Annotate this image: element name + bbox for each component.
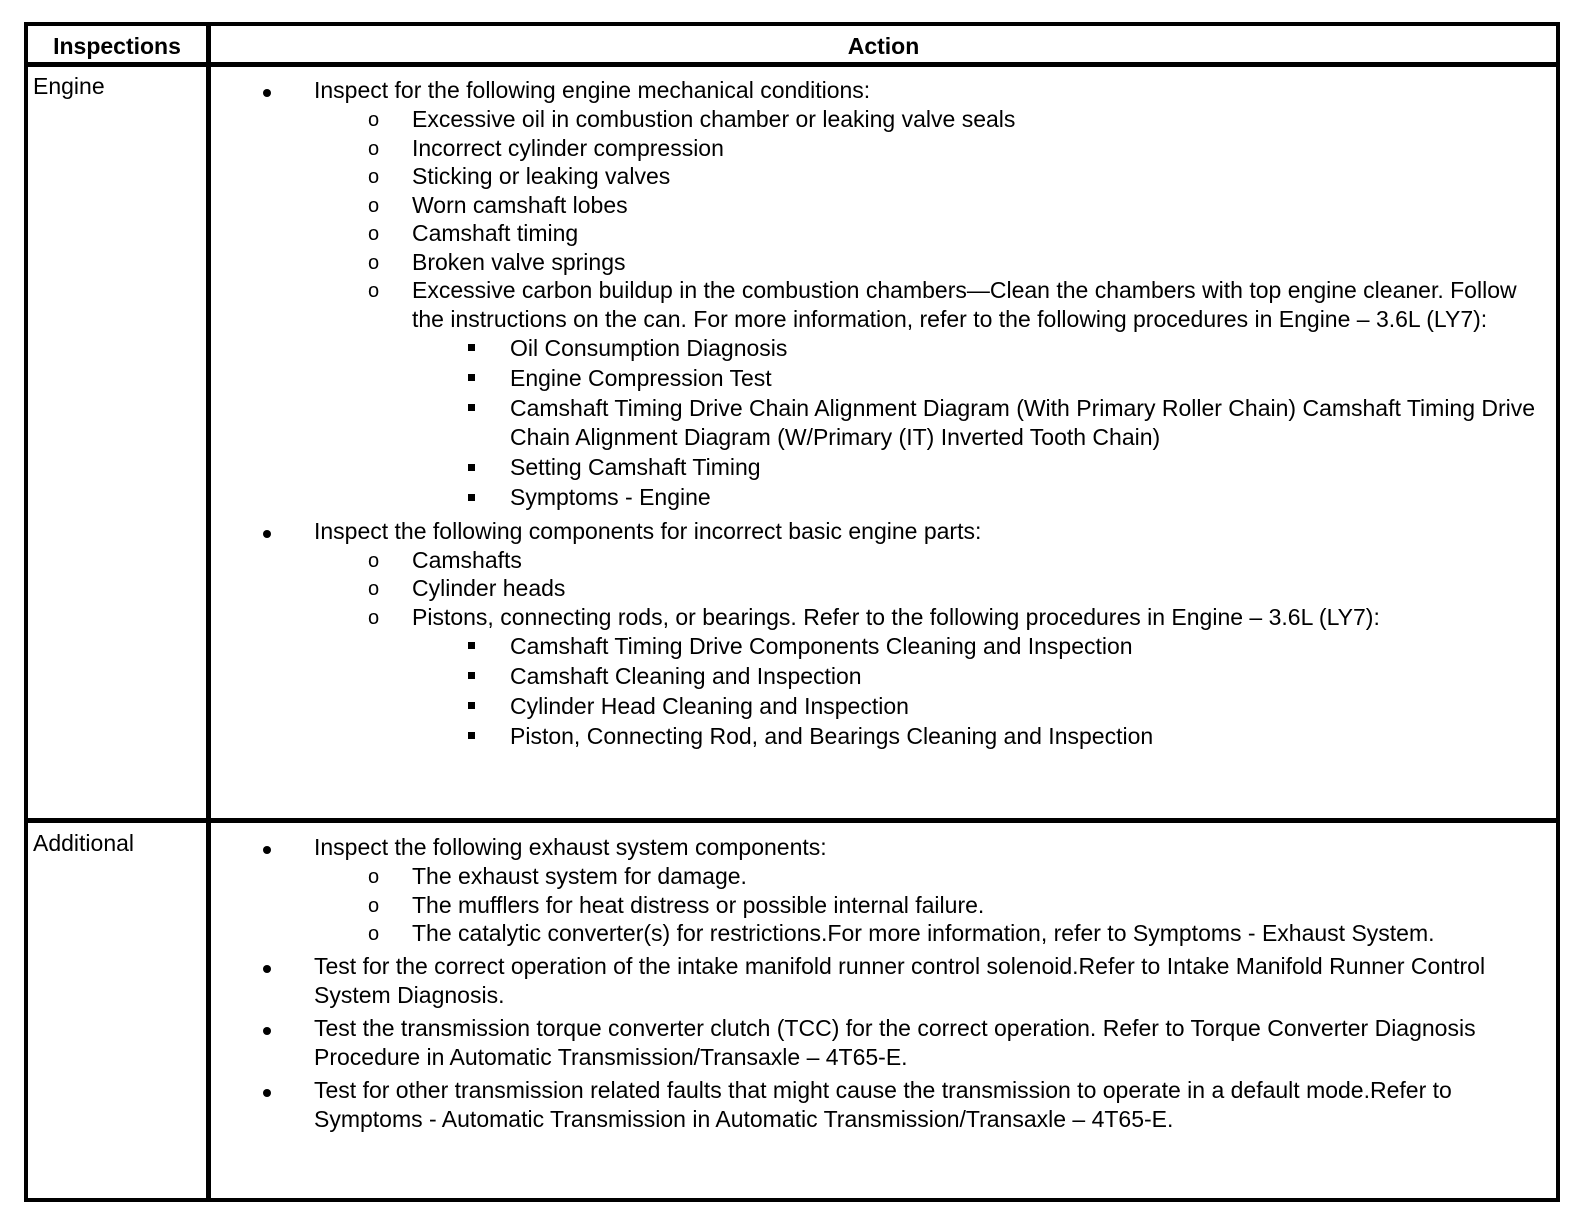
- procedure-text: Camshaft Timing Drive Components Cleaning and Inspection: [510, 632, 1133, 659]
- bullet-dot-icon: [263, 846, 271, 854]
- procedure-item: [412, 631, 1544, 661]
- procedure-item: [412, 333, 1544, 363]
- sub-text: Cylinder heads: [412, 575, 566, 601]
- square-bullet-icon: [468, 702, 475, 709]
- sub-item: [314, 862, 1544, 891]
- procedure-item: [412, 483, 1544, 513]
- square-bullet-icon: [468, 404, 475, 411]
- sub-item: [314, 919, 1544, 948]
- procedure-text: Piston, Connecting Rod, and Bearings Cleaning and Inspection: [510, 722, 1154, 749]
- circle-bullet-icon: o: [368, 251, 380, 274]
- bullet-item: [211, 833, 1556, 952]
- sub-text: Camshaft timing: [412, 220, 579, 246]
- bullet-dot-icon: [263, 530, 271, 538]
- procedure-text: Engine Compression Test: [510, 364, 772, 391]
- bullet-item: [211, 952, 1556, 1014]
- bullet-item: [211, 1076, 1556, 1138]
- circle-bullet-icon: o: [368, 894, 380, 917]
- sub-item: [314, 276, 1544, 513]
- sub-item: [314, 191, 1544, 220]
- sub-text: Sticking or leaking valves: [412, 163, 671, 189]
- sub-text: Excessive carbon buildup in the combustion chambers—Clean the chambers with top engine cleaner. Follow the instructions on the can. For more information, refer to the following procedures in Engine – 3.6L (LY7):: [412, 277, 1517, 332]
- procedure-item: [412, 393, 1544, 453]
- sub-text: Camshafts: [412, 546, 522, 573]
- row-label-engine: Engine: [33, 73, 105, 99]
- sub-text: Worn camshaft lobes: [412, 191, 628, 218]
- circle-bullet-icon: o: [368, 166, 380, 188]
- sub-item: [314, 162, 1544, 191]
- sub-item: [314, 546, 1544, 575]
- circle-bullet-icon: o: [368, 549, 380, 572]
- procedure-list: [412, 631, 1544, 751]
- sub-item: [314, 105, 1544, 134]
- circle-bullet-icon: o: [368, 923, 380, 945]
- circle-bullet-icon: o: [368, 223, 380, 245]
- bullet-list: [211, 833, 1556, 1138]
- circle-bullet-icon: o: [368, 194, 380, 217]
- procedure-text: Cylinder Head Cleaning and Inspection: [510, 692, 909, 719]
- sub-item: [314, 603, 1544, 752]
- sub-text: Pistons, connecting rods, or bearings. Refer to the following procedures in Engine – 3.6L (LY7):: [412, 603, 1380, 630]
- sub-item: [314, 574, 1544, 603]
- circle-bullet-icon: o: [368, 606, 380, 629]
- circle-bullet-icon: o: [368, 866, 380, 888]
- header-action: Action: [847, 33, 920, 59]
- sub-item: [314, 248, 1544, 277]
- bullet-text: Test for other transmission related faults that might cause the transmission to operate in a default mode.Refer to Symptoms - Automatic Transmission in Automatic Transmission/Transaxle – 4T65-E.: [314, 1076, 1452, 1132]
- additional-actions-cell: [211, 833, 1556, 1138]
- procedure-text: Camshaft Cleaning and Inspection: [510, 662, 862, 689]
- bullet-item: [211, 517, 1556, 756]
- sub-item: [314, 219, 1544, 248]
- bullet-item: [211, 76, 1556, 517]
- bullet-dot-icon: [263, 1089, 271, 1097]
- procedure-text: Symptoms - Engine: [510, 484, 711, 510]
- sub-list: [314, 862, 1544, 948]
- square-bullet-icon: [468, 344, 475, 351]
- procedure-text: Setting Camshaft Timing: [510, 454, 761, 480]
- sub-text: The catalytic converter(s) for restrictions.For more information, refer to Symptoms - Exhaust System.: [412, 920, 1435, 946]
- circle-bullet-icon: o: [368, 280, 380, 302]
- bullet-text: Test the transmission torque converter clutch (TCC) for the correct operation. Refer to Torque Converter Diagnosis Procedure in Automatic Transmission/Transaxle – 4T65-E.: [314, 1014, 1476, 1070]
- bullet-item: [211, 1014, 1556, 1076]
- sub-list: [314, 546, 1544, 752]
- sub-list: [314, 105, 1544, 513]
- row-divider: [28, 818, 1556, 823]
- bullet-dot-icon: [263, 89, 271, 97]
- procedure-text: Camshaft Timing Drive Chain Alignment Diagram (With Primary Roller Chain) Camshaft Timing Drive Chain Alignment Diagram (W/Primary (IT) Inverted Tooth Chain): [510, 394, 1536, 450]
- sub-text: Excessive oil in combustion chamber or leaking valve seals: [412, 106, 1016, 132]
- procedure-item: [412, 691, 1544, 721]
- sub-item: [314, 134, 1544, 163]
- row-label-additional: Additional: [33, 830, 135, 856]
- procedure-item: [412, 721, 1544, 751]
- bullet-dot-icon: [263, 965, 271, 973]
- sub-text: The exhaust system for damage.: [412, 863, 747, 889]
- header-divider: [28, 62, 1556, 67]
- procedure-text: Oil Consumption Diagnosis: [510, 334, 788, 361]
- circle-bullet-icon: o: [368, 137, 380, 160]
- procedure-item: [412, 363, 1544, 393]
- procedure-list: [412, 333, 1544, 513]
- bullet-text: Inspect the following components for incorrect basic engine parts:: [314, 517, 982, 544]
- bullet-text: Inspect the following exhaust system components:: [314, 834, 827, 860]
- square-bullet-icon: [468, 672, 475, 679]
- bullet-text: Inspect for the following engine mechanical conditions:: [314, 77, 871, 103]
- square-bullet-icon: [468, 642, 475, 649]
- inspection-table: [24, 22, 1560, 1202]
- procedure-item: [412, 453, 1544, 483]
- header-inspections: Inspections: [53, 33, 181, 59]
- sub-text: Incorrect cylinder compression: [412, 134, 724, 161]
- engine-actions-cell: [211, 76, 1556, 755]
- bullet-text: Test for the correct operation of the intake manifold runner control solenoid.Refer to Intake Manifold Runner Control System Diagnosis.: [314, 952, 1486, 1008]
- bullet-dot-icon: [263, 1027, 271, 1035]
- sub-text: The mufflers for heat distress or possible internal failure.: [412, 891, 985, 918]
- sub-text: Broken valve springs: [412, 248, 626, 275]
- square-bullet-icon: [468, 732, 475, 739]
- square-bullet-icon: [468, 374, 475, 381]
- square-bullet-icon: [468, 494, 475, 501]
- circle-bullet-icon: o: [368, 109, 380, 131]
- procedure-item: [412, 661, 1544, 691]
- circle-bullet-icon: o: [368, 578, 380, 600]
- bullet-list: [211, 76, 1556, 755]
- square-bullet-icon: [468, 464, 475, 471]
- sub-item: [314, 891, 1544, 920]
